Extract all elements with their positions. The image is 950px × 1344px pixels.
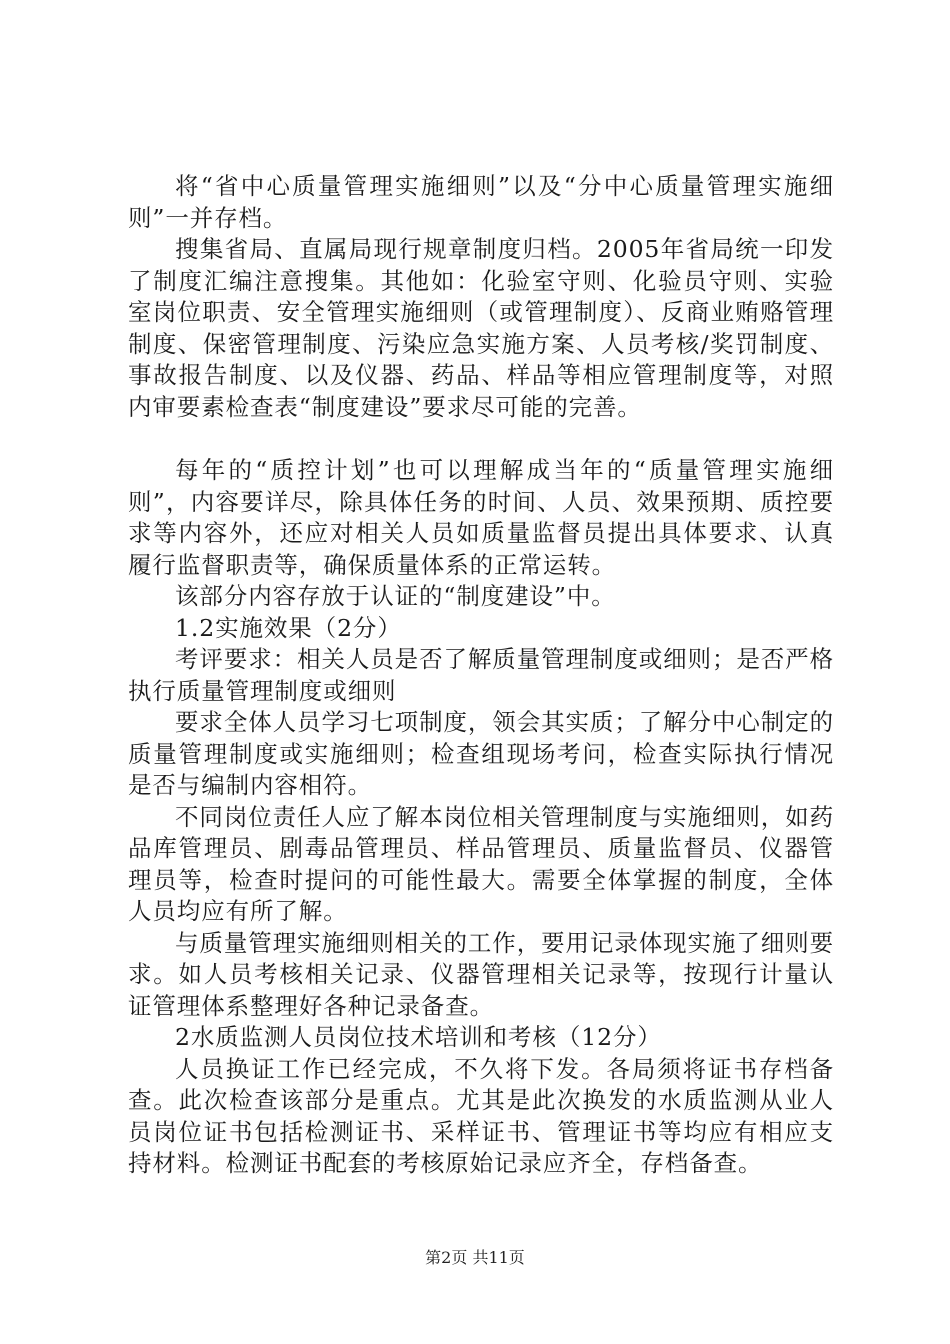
paragraph-study-requirements: 要求全体人员学习七项制度，领会其实质；了解分中心制定的质量管理制度或实施细则；检查组现场考问，检查实际执行情况是否与编制内容相符。 <box>128 708 834 799</box>
paragraph-quality-plan: 每年的“质控计划”也可以理解成当年的“质量管理实施细则”，内容要详尽，除具体任务的时间、人员、效果预期、质控要求等内容外，还应对相关人员如质量监督员提出具体要求、认真履行监督职责等，确保质量体系的正常运转。 <box>128 456 834 579</box>
page-number-footer: 第2页 共11页 <box>425 1248 525 1267</box>
section-heading-1-2: 1.2实施效果（2分） <box>175 613 402 642</box>
paragraph-certificates: 人员换证工作已经完成，不久将下发。各局须将证书存档备查。此次检查该部分是重点。尤其是此次换发的水质监测从业人员岗位证书包括检测证书、采样证书、管理证书等均应有相应支持材料。检测证书配套的考核原始记录应齐全，存档备查。 <box>128 1054 834 1177</box>
paragraph-collect-regulations: 搜集省局、直属局现行规章制度归档。2005年省局统一印发了制度汇编注意搜集。其他如：化验室守则、化验员守则、实验室岗位职责、安全管理实施细则（或管理制度）、反商业贿赂管理制度、保密管理制度、污染应急实施方案、人员考核/奖罚制度、事故报告制度、以及仪器、药品、样品等相应管理制度等，对照内审要素检查表“制度建设”要求尽可能的完善。 <box>128 235 834 421</box>
section-heading-2: 2水质监测人员岗位技术培训和考核（12分） <box>175 1023 662 1051</box>
paragraph-records: 与质量管理实施细则相关的工作，要用记录体现实施了细则要求。如人员考核相关记录、仪器管理相关记录等，按现行计量认证管理体系整理好各种记录备查。 <box>128 928 834 1020</box>
body-text <box>128 171 834 1180</box>
paragraph-archive-rules: 将“省中心质量管理实施细则”以及“分中心质量管理实施细则”一并存档。 <box>128 172 834 232</box>
paragraph-evaluation-requirements: 考评要求：相关人员是否了解质量管理制度或细则；是否严格执行质量管理制度或细则 <box>128 645 834 705</box>
paragraph-storage-note: 该部分内容存放于认证的“制度建设”中。 <box>175 582 616 610</box>
paragraph-post-responsibility: 不同岗位责任人应了解本岗位相关管理制度与实施细则，如药品库管理员、剧毒品管理员、样品管理员、质量监督员、仪器管理员等，检查时提问的可能性最大。需要全体掌握的制度，全体人员均应有所了解。 <box>128 802 834 925</box>
